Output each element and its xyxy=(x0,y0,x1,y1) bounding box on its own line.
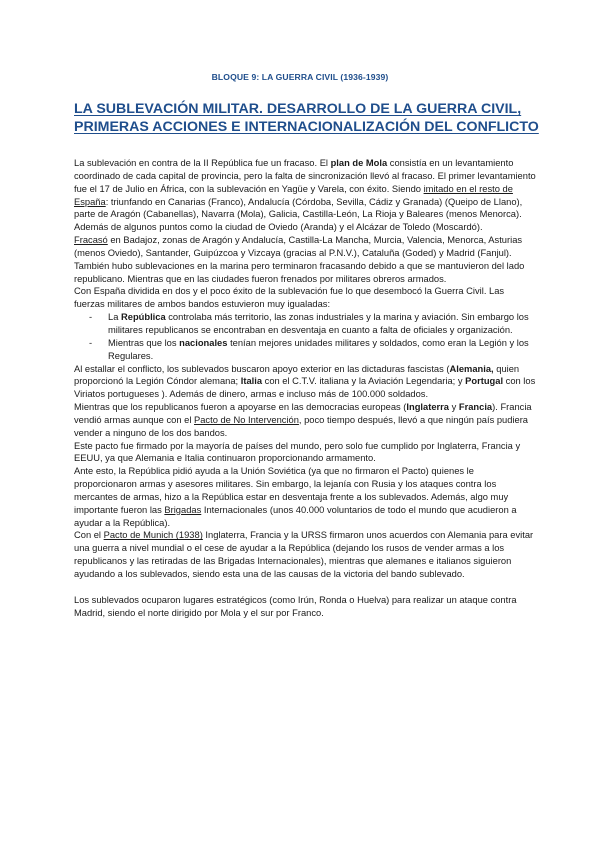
text-run: tenían mejores unidades militares y soldados, como eran la Legión y los Regulares. xyxy=(108,337,529,361)
list-item-nacionales xyxy=(74,337,536,363)
text-run: en Badajoz, zonas de Aragón y Andalucía, Castilla-La Mancha, Murcia, Valencia, Menorca, Asturias (menos Oviedo), Santander, Guipúzcoa y Vizcaya (gracias al P.N.V.), Cataluña (Goded) y Madrid (Fanjul). También hubo sublevaciones en la marina pero terminaron fracasando debido a que se mantuvieron del lado republicano. Mientras que en las ciudades fueron frenados por militares obreros armados. xyxy=(74,235,525,284)
bold-plan-de-mola: plan de Mola xyxy=(330,158,388,168)
text-run: Internacionales (unos 40.000 voluntarios de todo el mundo que acudieron a ayudar a la República). xyxy=(74,504,517,528)
text-run: y xyxy=(449,402,459,413)
bold-alemania: Alemania, xyxy=(449,363,494,374)
list-item-republica xyxy=(74,311,536,337)
text-run: ). Francia vendió armas aunque con el xyxy=(74,402,532,425)
underlined-imitado: imitado en el resto de España xyxy=(74,183,513,207)
list-dash: - xyxy=(89,337,93,348)
paragraph-pacto: Este pacto fue firmado por la mayoría de países del mundo, pero solo fue cumplido por Inglaterra, Francia y EEUU, ya que Alemania e Italia continuaron proporcionando armamento. xyxy=(74,440,521,464)
text-run: Con el xyxy=(74,530,104,541)
paragraph-pacto-munich xyxy=(74,529,536,580)
text-run: , poco tiempo después, llevó a que ningún país pudiera vender a ninguno de los dos bandos. xyxy=(74,414,529,438)
text-run: con los Viriatos portugueses ). Además de dinero, armas e incluso más de 100.000 soldados. xyxy=(74,376,536,400)
bold-inglaterra: Inglaterra xyxy=(406,402,450,413)
document-body xyxy=(74,157,536,619)
forces-list xyxy=(74,311,536,362)
paragraph-fracaso xyxy=(74,234,536,285)
bold-francia: Francia xyxy=(458,402,493,413)
bold-nacionales: nacionales xyxy=(179,337,228,348)
text-run: Al estallar el conflicto, los sublevados buscaron apoyo exterior en las dictaduras fascistas ( xyxy=(74,363,450,374)
page-title: LA SUBLEVACIÓN MILITAR. DESARROLLO DE LA GUERRA CIVIL, PRIMERAS ACCIONES E INTERNACIONALIZACIÓN DEL CONFLICTO xyxy=(74,101,539,135)
underlined-pacto-munich: Pacto de Munich (1938) xyxy=(103,530,203,541)
text-run: quien proporcionó la Legión Cóndor alemana; xyxy=(74,363,520,387)
text-run: Inglaterra, Francia y la URSS firmaron unos acuerdos con Alemania para evitar una guerra a nivel mundial o el cese de ayudar a la República (dejando los rusos de vender armas a los republicanos y las retiradas de las Brigadas Internacionales), mientras que alemanes e italianos siguieron ayudando a los sublevados, siendo esta una de las causas de la victoria del bando sublevado. xyxy=(74,530,534,579)
text-run: La xyxy=(108,312,121,323)
text-run: La sublevación en contra de la II República fue un fracaso. El xyxy=(74,158,331,168)
text-run: con el C.T.V. italiana y la Aviación Legendaria; y xyxy=(262,376,466,387)
text-run: Mientras que los xyxy=(108,337,180,348)
text-run: consistía en un levantamiento coordinado de cada capital de provincia, pero la falta de sincronización llevó al fracaso. El primer levantamiento fue el 17 de Julio en África, con la sublevación en Yagüe y Varela, con éxito. Siendo xyxy=(74,158,536,194)
paragraph-democracias xyxy=(74,401,536,440)
text-run: Ante esto, la República pidió ayuda a la Unión Soviética (ya que no firmaron el Pacto) quienes le proporcionaron armas y asesores militares. Sin embargo, la lejanía con Rusia y los ataques contra los mercantes de armas, hizo a la República estar en desventaja frente a los sublevados. Además, algo muy importante fueron las xyxy=(74,466,509,515)
paragraph-sublevacion xyxy=(74,157,536,234)
text-run: : triunfando en Canarias (Franco), Andalucía (Córdoba, Sevilla, Cádiz y Granada) (Queipo de Llano), parte de Aragón (Cabanellas), Navarra (Mola), Galicia, Castilla-León, La Rioja y Baleares (menos Menorca). Además de algunos puntos como la ciudad de Oviedo (Aranda) y el Alcázar de Toledo (Moscardó). xyxy=(74,196,523,233)
paragraph-gap xyxy=(74,581,536,594)
underlined-pacto-no-intervencion: Pacto de No Intervención xyxy=(194,414,299,425)
list-dash: - xyxy=(89,312,93,323)
paragraph-espana-dividida: Con España dividida en dos y el poco éxito de la sublevación fue lo que desembocó la Guerra Civil. Las fuerzas militares de ambos bandos estuvieron muy igualadas: xyxy=(74,286,505,310)
text-run: controlaba más territorio, las zonas industriales y la marina y aviación. Sin embargo los militares republicanos se encontraban en desventaja en cuanto a falta de oficiales y organización. xyxy=(108,312,529,335)
bold-italia: Italia xyxy=(240,376,263,387)
paragraph-lugares-estrategicos: Los sublevados ocuparon lugares estratégicos (como Irún, Ronda o Huelva) para realizar un ataque contra Madrid, siendo el norte dirigido por Mola y el sur por Franco. xyxy=(74,594,517,618)
underlined-fracaso: Fracasó xyxy=(74,235,108,246)
paragraph-apoyo-exterior xyxy=(74,363,536,402)
bold-portugal: Portugal xyxy=(465,376,504,387)
bloque-header: BLOQUE 9: LA GUERRA CIVIL (1936-1939) xyxy=(211,72,389,82)
bold-republica: República xyxy=(121,312,166,323)
paragraph-union-sovietica xyxy=(74,465,536,529)
underlined-brigadas: Brigadas xyxy=(164,504,202,515)
text-run: Mientras que los republicanos fueron a apoyarse en las democracias europeas ( xyxy=(74,402,407,413)
